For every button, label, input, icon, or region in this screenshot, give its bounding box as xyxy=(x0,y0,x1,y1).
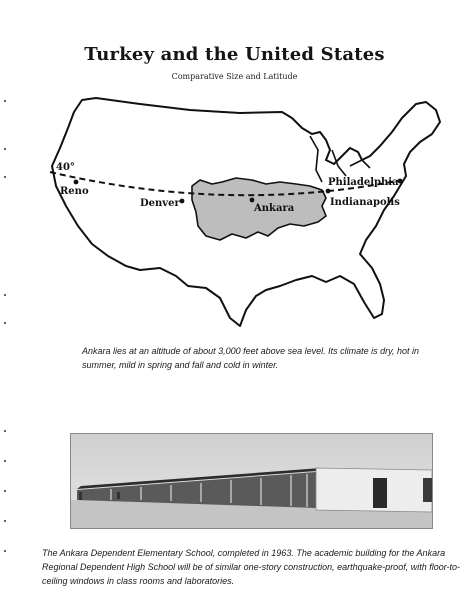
city-label-denver: Denver xyxy=(140,198,180,209)
comparison-map xyxy=(0,90,469,340)
city-label-indianapolis: Indianapolis xyxy=(330,197,400,208)
map-caption: Ankara lies at an altitude of about 3,000 feet above sea level. Its climate is dry, hot in summer, mild in spring and fall and cold in winter. xyxy=(82,346,420,370)
page-subtitle: Comparative Size and Latitude xyxy=(171,72,298,81)
city-label-philadelphia: Philadelphia xyxy=(328,177,399,188)
margin-mark xyxy=(4,490,6,492)
photo-caption: The Ankara Dependent Elementary School, completed in 1963. The academic building for the Ankara Regional Dependent High School will be of similar one-story construction, earthquake-proof, with floor-to-ceiling windows in class rooms and laboratories. xyxy=(42,548,461,586)
city-marker-indianapolis xyxy=(326,189,331,194)
margin-mark xyxy=(4,460,6,462)
school-photo-drawing xyxy=(71,434,432,528)
margin-mark xyxy=(4,430,6,432)
city-label-ankara: Ankara xyxy=(254,203,295,214)
school-photo xyxy=(70,433,433,529)
margin-mark xyxy=(4,520,6,522)
city-marker-ankara xyxy=(250,198,255,203)
page-title: Turkey and the United States xyxy=(84,44,385,65)
city-label-reno: Reno xyxy=(60,186,89,197)
city-marker-denver xyxy=(180,199,185,204)
city-marker-reno xyxy=(74,180,79,185)
latitude-label: 40° xyxy=(56,162,75,173)
margin-mark xyxy=(4,550,6,552)
